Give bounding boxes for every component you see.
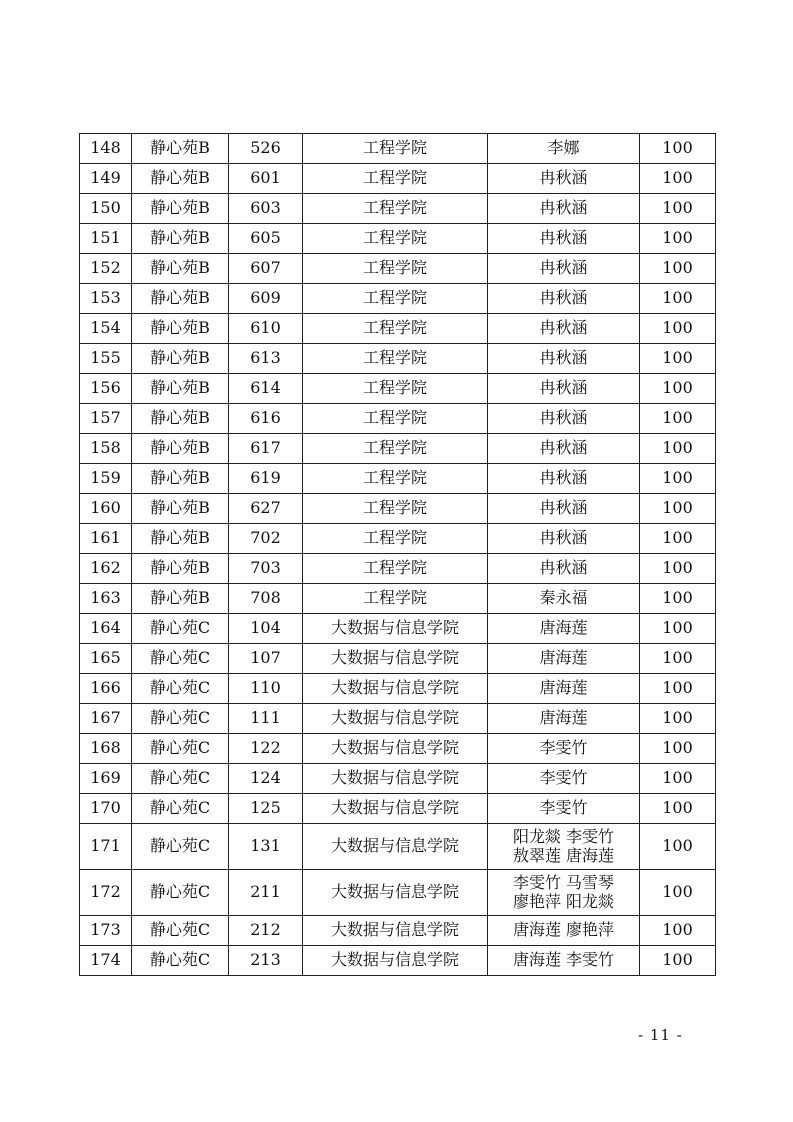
room-cell: 617 <box>229 434 303 464</box>
building-cell: 静心苑C <box>132 946 229 976</box>
inspector-cell <box>488 644 640 674</box>
inspector-name: 唐海莲 <box>539 618 588 638</box>
score-cell: 100 <box>640 404 716 434</box>
inspector-name: 冉秋涵 <box>539 168 588 188</box>
college-cell: 工程学院 <box>303 254 488 284</box>
room-cell: 111 <box>229 704 303 734</box>
building-cell: 静心苑B <box>132 314 229 344</box>
building-cell: 静心苑C <box>132 734 229 764</box>
building-cell: 静心苑C <box>132 794 229 824</box>
room-cell: 703 <box>229 554 303 584</box>
table-row <box>80 524 716 554</box>
row-number-cell: 150 <box>80 194 132 224</box>
score-cell: 100 <box>640 254 716 284</box>
table-row <box>80 870 716 916</box>
building-cell: 静心苑C <box>132 764 229 794</box>
building-cell: 静心苑B <box>132 494 229 524</box>
score-cell: 100 <box>640 824 716 870</box>
room-cell: 131 <box>229 824 303 870</box>
score-cell: 100 <box>640 794 716 824</box>
room-cell: 609 <box>229 284 303 314</box>
building-cell: 静心苑B <box>132 344 229 374</box>
inspector-cell <box>488 374 640 404</box>
inspector-name: 李雯竹 <box>539 738 588 758</box>
college-cell: 大数据与信息学院 <box>303 946 488 976</box>
inspector-cell <box>488 254 640 284</box>
college-cell: 工程学院 <box>303 134 488 164</box>
table-row <box>80 434 716 464</box>
inspector-name: 唐海莲 李雯竹 <box>512 950 615 970</box>
college-cell: 大数据与信息学院 <box>303 674 488 704</box>
room-cell: 213 <box>229 946 303 976</box>
inspector-cell <box>488 194 640 224</box>
inspector-name: 李雯竹 <box>539 798 588 818</box>
room-cell: 619 <box>229 464 303 494</box>
room-cell: 526 <box>229 134 303 164</box>
row-number-cell: 174 <box>80 946 132 976</box>
inspector-name: 冉秋涵 <box>539 318 588 338</box>
inspector-cell <box>488 794 640 824</box>
inspector-cell <box>488 464 640 494</box>
inspector-name: 冉秋涵 <box>539 228 588 248</box>
inspector-cell <box>488 314 640 344</box>
inspector-name: 敖翠莲 唐海莲 <box>512 845 615 865</box>
table-row <box>80 644 716 674</box>
building-cell: 静心苑C <box>132 614 229 644</box>
inspector-cell <box>488 734 640 764</box>
inspector-name: 冉秋涵 <box>539 198 588 218</box>
inspector-name: 唐海莲 廖艳萍 <box>512 920 615 940</box>
score-cell: 100 <box>640 916 716 946</box>
row-number-cell: 153 <box>80 284 132 314</box>
building-cell: 静心苑B <box>132 554 229 584</box>
row-number-cell: 152 <box>80 254 132 284</box>
room-cell: 614 <box>229 374 303 404</box>
inspection-table-body <box>80 134 716 976</box>
score-cell: 100 <box>640 554 716 584</box>
row-number-cell: 151 <box>80 224 132 254</box>
score-cell: 100 <box>640 946 716 976</box>
room-cell: 104 <box>229 614 303 644</box>
score-cell: 100 <box>640 464 716 494</box>
score-cell: 100 <box>640 224 716 254</box>
college-cell: 工程学院 <box>303 224 488 254</box>
inspector-cell <box>488 164 640 194</box>
score-cell: 100 <box>640 614 716 644</box>
inspector-name: 冉秋涵 <box>539 498 588 518</box>
table-row <box>80 254 716 284</box>
college-cell: 工程学院 <box>303 344 488 374</box>
inspector-cell <box>488 584 640 614</box>
college-cell: 工程学院 <box>303 314 488 344</box>
inspector-name: 李雯竹 马雪琴 <box>512 873 615 893</box>
table-row <box>80 946 716 976</box>
score-cell: 100 <box>640 434 716 464</box>
row-number-cell: 156 <box>80 374 132 404</box>
college-cell: 工程学院 <box>303 434 488 464</box>
college-cell: 大数据与信息学院 <box>303 644 488 674</box>
college-cell: 工程学院 <box>303 524 488 554</box>
table-row <box>80 224 716 254</box>
inspector-cell <box>488 224 640 254</box>
row-number-cell: 173 <box>80 916 132 946</box>
inspector-cell <box>488 404 640 434</box>
inspector-name: 冉秋涵 <box>539 528 588 548</box>
inspector-cell <box>488 134 640 164</box>
room-cell: 605 <box>229 224 303 254</box>
table-row <box>80 916 716 946</box>
room-cell: 702 <box>229 524 303 554</box>
college-cell: 工程学院 <box>303 554 488 584</box>
college-cell: 工程学院 <box>303 194 488 224</box>
inspector-name: 李娜 <box>547 138 580 158</box>
inspector-name: 唐海莲 <box>539 678 588 698</box>
room-cell: 627 <box>229 494 303 524</box>
building-cell: 静心苑C <box>132 870 229 916</box>
score-cell: 100 <box>640 704 716 734</box>
table-row <box>80 584 716 614</box>
inspector-name: 唐海莲 <box>539 648 588 668</box>
score-cell: 100 <box>640 314 716 344</box>
building-cell: 静心苑B <box>132 464 229 494</box>
college-cell: 大数据与信息学院 <box>303 704 488 734</box>
row-number-cell: 159 <box>80 464 132 494</box>
score-cell: 100 <box>640 194 716 224</box>
table-row <box>80 374 716 404</box>
table-row <box>80 674 716 704</box>
row-number-cell: 155 <box>80 344 132 374</box>
building-cell: 静心苑B <box>132 404 229 434</box>
inspector-name: 冉秋涵 <box>539 558 588 578</box>
score-cell: 100 <box>640 134 716 164</box>
room-cell: 601 <box>229 164 303 194</box>
inspector-name: 冉秋涵 <box>539 468 588 488</box>
row-number-cell: 169 <box>80 764 132 794</box>
inspector-name: 阳龙燚 李雯竹 <box>512 827 615 847</box>
inspector-cell <box>488 916 640 946</box>
college-cell: 大数据与信息学院 <box>303 734 488 764</box>
row-number-cell: 172 <box>80 870 132 916</box>
room-cell: 125 <box>229 794 303 824</box>
row-number-cell: 149 <box>80 164 132 194</box>
college-cell: 大数据与信息学院 <box>303 764 488 794</box>
building-cell: 静心苑C <box>132 824 229 870</box>
building-cell: 静心苑B <box>132 224 229 254</box>
building-cell: 静心苑B <box>132 434 229 464</box>
row-number-cell: 168 <box>80 734 132 764</box>
room-cell: 107 <box>229 644 303 674</box>
inspector-cell <box>488 824 640 870</box>
row-number-cell: 148 <box>80 134 132 164</box>
college-cell: 工程学院 <box>303 404 488 434</box>
building-cell: 静心苑B <box>132 194 229 224</box>
row-number-cell: 161 <box>80 524 132 554</box>
row-number-cell: 164 <box>80 614 132 644</box>
score-cell: 100 <box>640 374 716 404</box>
room-cell: 613 <box>229 344 303 374</box>
score-cell: 100 <box>640 870 716 916</box>
table-row <box>80 614 716 644</box>
college-cell: 大数据与信息学院 <box>303 794 488 824</box>
inspector-name: 唐海莲 <box>539 708 588 728</box>
building-cell: 静心苑B <box>132 164 229 194</box>
table-row <box>80 554 716 584</box>
page-number: - 11 - <box>638 1026 683 1044</box>
college-cell: 工程学院 <box>303 464 488 494</box>
inspector-cell <box>488 554 640 584</box>
building-cell: 静心苑B <box>132 254 229 284</box>
score-cell: 100 <box>640 734 716 764</box>
table-row <box>80 284 716 314</box>
table-row <box>80 404 716 434</box>
building-cell: 静心苑C <box>132 704 229 734</box>
building-cell: 静心苑B <box>132 284 229 314</box>
row-number-cell: 162 <box>80 554 132 584</box>
room-cell: 212 <box>229 916 303 946</box>
table-row <box>80 494 716 524</box>
inspection-table <box>79 133 716 976</box>
inspector-cell <box>488 284 640 314</box>
college-cell: 工程学院 <box>303 374 488 404</box>
inspector-cell <box>488 870 640 916</box>
inspector-name: 秦永福 <box>539 588 588 608</box>
score-cell: 100 <box>640 584 716 614</box>
room-cell: 122 <box>229 734 303 764</box>
building-cell: 静心苑B <box>132 134 229 164</box>
inspector-name: 廖艳萍 阳龙燚 <box>512 891 615 911</box>
inspector-cell <box>488 764 640 794</box>
row-number-cell: 157 <box>80 404 132 434</box>
building-cell: 静心苑B <box>132 524 229 554</box>
inspector-name: 冉秋涵 <box>539 258 588 278</box>
building-cell: 静心苑C <box>132 916 229 946</box>
inspector-name: 冉秋涵 <box>539 408 588 428</box>
table-row <box>80 344 716 374</box>
room-cell: 708 <box>229 584 303 614</box>
inspector-name: 冉秋涵 <box>539 378 588 398</box>
college-cell: 工程学院 <box>303 584 488 614</box>
row-number-cell: 167 <box>80 704 132 734</box>
row-number-cell: 163 <box>80 584 132 614</box>
building-cell: 静心苑C <box>132 644 229 674</box>
row-number-cell: 160 <box>80 494 132 524</box>
college-cell: 大数据与信息学院 <box>303 870 488 916</box>
table-row <box>80 734 716 764</box>
table-row <box>80 704 716 734</box>
score-cell: 100 <box>640 344 716 374</box>
college-cell: 大数据与信息学院 <box>303 916 488 946</box>
table-row <box>80 794 716 824</box>
score-cell: 100 <box>640 644 716 674</box>
inspector-cell <box>488 524 640 554</box>
row-number-cell: 166 <box>80 674 132 704</box>
room-cell: 603 <box>229 194 303 224</box>
row-number-cell: 170 <box>80 794 132 824</box>
room-cell: 610 <box>229 314 303 344</box>
table-row <box>80 464 716 494</box>
college-cell: 大数据与信息学院 <box>303 824 488 870</box>
room-cell: 110 <box>229 674 303 704</box>
inspector-cell <box>488 674 640 704</box>
inspector-cell <box>488 344 640 374</box>
row-number-cell: 165 <box>80 644 132 674</box>
inspector-name: 冉秋涵 <box>539 348 588 368</box>
row-number-cell: 171 <box>80 824 132 870</box>
room-cell: 607 <box>229 254 303 284</box>
building-cell: 静心苑B <box>132 374 229 404</box>
inspector-name: 李雯竹 <box>539 768 588 788</box>
score-cell: 100 <box>640 284 716 314</box>
room-cell: 124 <box>229 764 303 794</box>
table-row <box>80 764 716 794</box>
room-cell: 616 <box>229 404 303 434</box>
inspector-cell <box>488 946 640 976</box>
table-row <box>80 164 716 194</box>
score-cell: 100 <box>640 524 716 554</box>
table-row <box>80 194 716 224</box>
table-row <box>80 314 716 344</box>
college-cell: 大数据与信息学院 <box>303 614 488 644</box>
building-cell: 静心苑C <box>132 674 229 704</box>
score-cell: 100 <box>640 494 716 524</box>
table-row <box>80 824 716 870</box>
row-number-cell: 154 <box>80 314 132 344</box>
room-cell: 211 <box>229 870 303 916</box>
inspector-name: 冉秋涵 <box>539 288 588 308</box>
table-row <box>80 134 716 164</box>
row-number-cell: 158 <box>80 434 132 464</box>
college-cell: 工程学院 <box>303 284 488 314</box>
building-cell: 静心苑B <box>132 584 229 614</box>
score-cell: 100 <box>640 674 716 704</box>
college-cell: 工程学院 <box>303 164 488 194</box>
score-cell: 100 <box>640 164 716 194</box>
inspector-cell <box>488 704 640 734</box>
inspector-name: 冉秋涵 <box>539 438 588 458</box>
inspector-cell <box>488 494 640 524</box>
score-cell: 100 <box>640 764 716 794</box>
inspector-cell <box>488 434 640 464</box>
college-cell: 工程学院 <box>303 494 488 524</box>
inspector-cell <box>488 614 640 644</box>
